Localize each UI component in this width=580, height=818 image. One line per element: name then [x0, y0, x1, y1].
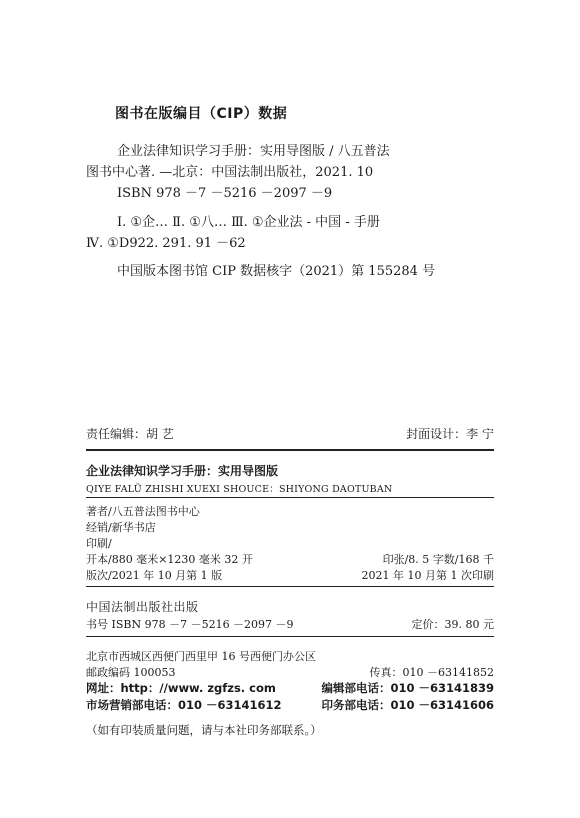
isbn: 书号 ISBN 978 －7 －5216 －2097 －9	[86, 618, 294, 631]
cover-designer: 封面设计：李 宁	[406, 427, 494, 441]
divider-1	[86, 497, 494, 498]
price: 定价：39. 80 元	[411, 618, 494, 631]
postal-code: 邮政编码 100053	[86, 666, 176, 679]
marketing-phone: 市场营销部电话：010 －63141612	[86, 698, 282, 712]
book-title: 企业法律知识学习手册：实用导图版	[86, 464, 279, 478]
website: 网址：http：//www. zgfzs. com	[86, 681, 276, 695]
edition: 版次/2021 年 10 月第 1 版	[86, 569, 223, 582]
book-title-pinyin: QIYE FALÜ ZHISHI XUEXI SHOUCE：SHIYONG DAOTUBAN	[86, 484, 393, 495]
responsible-editor: 责任编辑：胡 艺	[86, 427, 174, 441]
fax: 传真：010 －63141852	[369, 666, 494, 679]
address: 北京市西城区西便门西里甲 16 号西便门办公区	[86, 650, 316, 663]
quality-notice: （如有印装质量问题，请与本社印务部联系。）	[86, 723, 322, 737]
cip-isbn-line: ISBN 978 －7 －5216 －2097 －9	[117, 186, 333, 201]
divider-2	[86, 586, 494, 587]
publisher-name: 中国法制出版社出版	[86, 600, 199, 614]
editorial-phone: 编辑部电话：010 －63141839	[321, 681, 494, 695]
divider-top	[86, 449, 494, 451]
printing: 2021 年 10 月第 1 次印刷	[361, 569, 494, 582]
format: 开本/880 毫米×1230 毫米 32 开	[86, 553, 253, 566]
printing-dept-phone: 印务部电话：010 －63141606	[321, 698, 494, 712]
cip-classification-line: Ⅳ. ①D922. 291. 91 －62	[86, 236, 246, 251]
divider-3	[86, 636, 494, 637]
cip-record-number: 中国版本图书馆 CIP 数据核字（2021）第 155284 号	[117, 264, 436, 279]
cip-publisher-line: 图书中心著. —北京：中国法制出版社，2021. 10	[86, 165, 374, 180]
cip-title-line: 企业法律知识学习手册：实用导图版 / 八五普法	[117, 144, 390, 159]
cip-heading: 图书在版编目（CIP）数据	[115, 106, 288, 122]
print-sheets-word-count: 印张/8. 5 字数/168 千	[382, 553, 494, 566]
printer: 印刷/	[86, 537, 112, 550]
cip-subject-line: Ⅰ. ①企… Ⅱ. ①八… Ⅲ. ①企业法 - 中国 - 手册	[117, 215, 380, 230]
distributor: 经销/新华书店	[86, 521, 156, 534]
author: 著者/八五普法图书中心	[86, 505, 200, 518]
